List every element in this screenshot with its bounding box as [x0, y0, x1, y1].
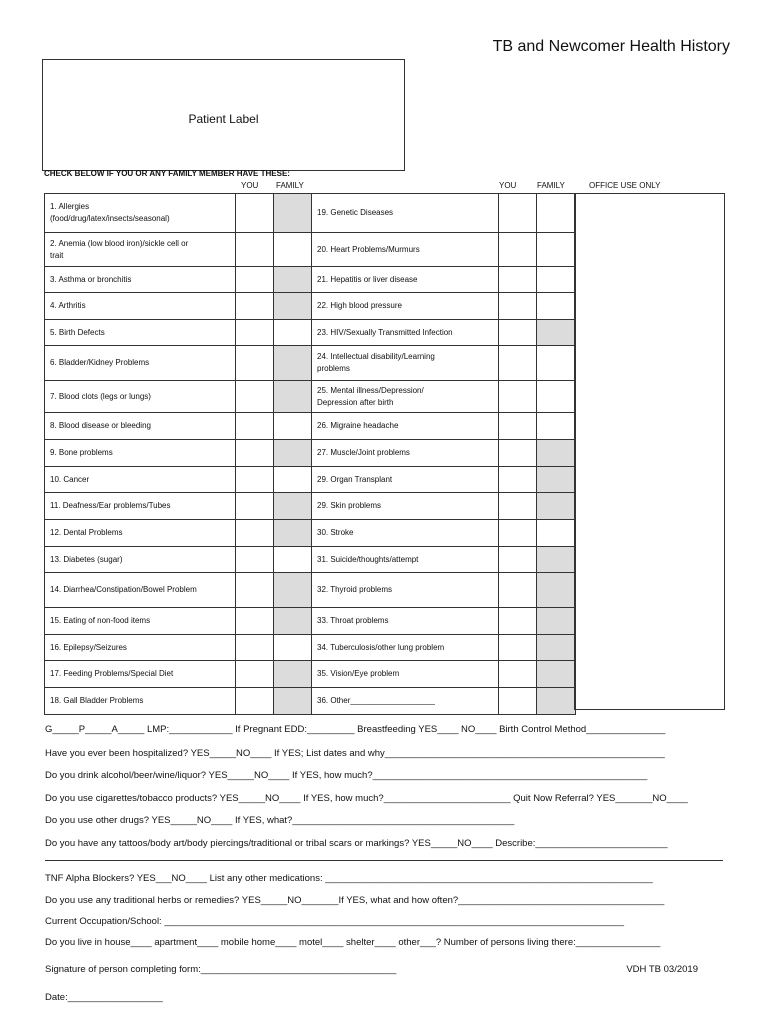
condition-label: 36. Other___________________ [312, 688, 499, 715]
you-checkbox[interactable] [236, 233, 274, 267]
condition-label: 5. Birth Defects [45, 320, 236, 346]
patient-label-box [42, 59, 405, 171]
condition-label: 2. Anemia (low blood iron)/sickle cell or trait [45, 233, 236, 267]
family-checkbox [274, 267, 312, 293]
tobacco-line[interactable]: Do you use cigarettes/tobacco products? YES_____NO____ If YES, how much?________________________ Quit Now Referral? YES_______NO____ [45, 793, 688, 804]
col-office-use: OFFICE USE ONLY [589, 181, 661, 190]
you-checkbox[interactable] [499, 413, 537, 440]
you-checkbox[interactable] [499, 635, 537, 661]
form-title: TB and Newcomer Health History [492, 38, 730, 55]
you-checkbox[interactable] [499, 194, 537, 233]
you-checkbox[interactable] [236, 440, 274, 467]
table-row [45, 194, 576, 233]
condition-label: 32. Thyroid problems [312, 573, 499, 608]
you-checkbox[interactable] [236, 467, 274, 493]
family-checkbox[interactable] [274, 547, 312, 573]
col-you-left: YOU [241, 181, 259, 190]
family-checkbox[interactable] [537, 293, 576, 320]
condition-label: 16. Epilepsy/Seizures [45, 635, 236, 661]
condition-label: 11. Deafness/Ear problems/Tubes [45, 493, 236, 520]
family-checkbox [537, 493, 576, 520]
family-checkbox [537, 635, 576, 661]
col-you-right: YOU [499, 181, 517, 190]
family-checkbox[interactable] [274, 467, 312, 493]
condition-label: 9. Bone problems [45, 440, 236, 467]
condition-label: 6. Bladder/Kidney Problems [45, 346, 236, 381]
you-checkbox[interactable] [236, 267, 274, 293]
condition-label: 4. Arthritis [45, 293, 236, 320]
family-checkbox [537, 440, 576, 467]
condition-label: 14. Diarrhea/Constipation/Bowel Problem [45, 573, 236, 608]
family-checkbox [537, 608, 576, 635]
table-row [45, 688, 576, 715]
condition-label: 17. Feeding Problems/Special Diet [45, 661, 236, 688]
you-checkbox[interactable] [236, 688, 274, 715]
you-checkbox[interactable] [236, 573, 274, 608]
family-checkbox[interactable] [537, 520, 576, 547]
alcohol-line[interactable]: Do you drink alcohol/beer/wine/liquor? YES_____NO____ If YES, how much?____________________________________________________ [45, 770, 648, 781]
table-row [45, 440, 576, 467]
table-row [45, 293, 576, 320]
pregnancy-line[interactable]: G_____P_____A_____ LMP:____________ If Pregnant EDD:_________ Breastfeeding YES____ NO____ Birth Control Method_______________ [45, 724, 666, 735]
table-row [45, 413, 576, 440]
table-row [45, 346, 576, 381]
condition-label: 20. Heart Problems/Murmurs [312, 233, 499, 267]
you-checkbox[interactable] [236, 320, 274, 346]
you-checkbox[interactable] [499, 233, 537, 267]
table-row [45, 233, 576, 267]
condition-label: 21. Hepatitis or liver disease [312, 267, 499, 293]
condition-label: 31. Suicide/thoughts/attempt [312, 547, 499, 573]
you-checkbox[interactable] [499, 547, 537, 573]
you-checkbox[interactable] [236, 635, 274, 661]
table-row [45, 635, 576, 661]
family-checkbox[interactable] [537, 233, 576, 267]
drugs-line[interactable]: Do you use other drugs? YES_____NO____ If YES, what?__________________________________________ [45, 815, 515, 826]
family-checkbox [537, 573, 576, 608]
col-family-right: FAMILY [537, 181, 565, 190]
condition-label: 25. Mental illness/Depression/ Depression after birth [312, 381, 499, 413]
family-checkbox[interactable] [274, 635, 312, 661]
form-code: VDH TB 03/2019 [626, 964, 698, 975]
you-checkbox[interactable] [236, 608, 274, 635]
family-checkbox [274, 381, 312, 413]
table-row [45, 493, 576, 520]
you-checkbox[interactable] [499, 688, 537, 715]
family-checkbox [274, 688, 312, 715]
you-checkbox[interactable] [499, 467, 537, 493]
you-checkbox[interactable] [499, 440, 537, 467]
condition-label: 7. Blood clots (legs or lungs) [45, 381, 236, 413]
tattoos-line[interactable]: Do you have any tattoos/body art/body piercings/traditional or tribal scars or markings? YES_____NO____ Describe:_________________________ [45, 838, 668, 849]
table-row [45, 381, 576, 413]
family-checkbox [537, 688, 576, 715]
you-checkbox[interactable] [499, 520, 537, 547]
condition-label: 26. Migraine headache [312, 413, 499, 440]
you-checkbox[interactable] [499, 381, 537, 413]
you-checkbox[interactable] [236, 194, 274, 233]
you-checkbox[interactable] [499, 608, 537, 635]
you-checkbox[interactable] [236, 493, 274, 520]
condition-label: 8. Blood disease or bleeding [45, 413, 236, 440]
housing-line[interactable]: Do you live in house____ apartment____ mobile home____ motel____ shelter____ other___? Number of persons living there:________________ [45, 937, 661, 948]
condition-label: 13. Diabetes (sugar) [45, 547, 236, 573]
family-checkbox [274, 573, 312, 608]
family-checkbox[interactable] [274, 413, 312, 440]
condition-label: 15. Eating of non-food items [45, 608, 236, 635]
family-checkbox [537, 547, 576, 573]
table-row [45, 320, 576, 346]
you-checkbox[interactable] [236, 293, 274, 320]
condition-label: 1. Allergies (food/drug/latex/insects/seasonal) [45, 194, 236, 233]
condition-label: 12. Dental Problems [45, 520, 236, 547]
you-checkbox[interactable] [236, 381, 274, 413]
date-line[interactable]: Date:__________________ [45, 992, 163, 1003]
family-checkbox [274, 440, 312, 467]
family-checkbox[interactable] [537, 413, 576, 440]
you-checkbox[interactable] [499, 661, 537, 688]
signature-line[interactable]: Signature of person completing form:_____________________________________ [45, 964, 397, 975]
condition-label: 19. Genetic Diseases [312, 194, 499, 233]
family-checkbox[interactable] [274, 320, 312, 346]
condition-label: 34. Tuberculosis/other lung problem [312, 635, 499, 661]
table-row [45, 547, 576, 573]
col-family-left: FAMILY [276, 181, 304, 190]
herbs-line[interactable]: Do you use any traditional herbs or remedies? YES_____NO_______If YES, what and how often?_______________________________________ [45, 895, 665, 906]
family-checkbox[interactable] [537, 346, 576, 381]
family-checkbox [274, 293, 312, 320]
patient-label-text: Patient Label [188, 112, 259, 126]
family-checkbox [537, 661, 576, 688]
you-checkbox[interactable] [499, 493, 537, 520]
family-checkbox[interactable] [537, 381, 576, 413]
family-checkbox[interactable] [537, 267, 576, 293]
hospitalized-line[interactable]: Have you ever been hospitalized? YES_____NO____ If YES; List dates and why_____________________________________________________ [45, 748, 665, 759]
condition-label: 27. Muscle/Joint problems [312, 440, 499, 467]
condition-label: 10. Cancer [45, 467, 236, 493]
condition-label: 3. Asthma or bronchitis [45, 267, 236, 293]
you-checkbox[interactable] [236, 520, 274, 547]
condition-label: 23. HIV/Sexually Transmitted Infection [312, 320, 499, 346]
family-checkbox [274, 520, 312, 547]
family-checkbox[interactable] [274, 233, 312, 267]
table-row [45, 520, 576, 547]
you-checkbox[interactable] [499, 293, 537, 320]
condition-label: 18. Gall Bladder Problems [45, 688, 236, 715]
you-checkbox[interactable] [236, 547, 274, 573]
table-row [45, 608, 576, 635]
family-checkbox [274, 194, 312, 233]
table-row [45, 267, 576, 293]
family-checkbox [537, 467, 576, 493]
family-checkbox [274, 608, 312, 635]
condition-label: 33. Throat problems [312, 608, 499, 635]
family-checkbox [274, 346, 312, 381]
condition-label: 29. Skin problems [312, 493, 499, 520]
you-checkbox[interactable] [499, 573, 537, 608]
occupation-line[interactable]: Current Occupation/School: _______________________________________________________________________________________ [45, 916, 624, 927]
family-checkbox [537, 320, 576, 346]
condition-label: 30. Stroke [312, 520, 499, 547]
family-checkbox [274, 661, 312, 688]
you-checkbox[interactable] [499, 267, 537, 293]
condition-label: 35. Vision/Eye problem [312, 661, 499, 688]
you-checkbox[interactable] [499, 346, 537, 381]
family-checkbox [274, 493, 312, 520]
you-checkbox[interactable] [499, 320, 537, 346]
you-checkbox[interactable] [236, 413, 274, 440]
table-row [45, 467, 576, 493]
condition-label: 24. Intellectual disability/Learning problems [312, 346, 499, 381]
office-use-box [574, 193, 725, 710]
condition-label: 29. Organ Transplant [312, 467, 499, 493]
family-checkbox[interactable] [537, 194, 576, 233]
condition-table [44, 193, 576, 715]
medications-line[interactable]: TNF Alpha Blockers? YES___NO____ List any other medications: ______________________________________________________________ [45, 873, 653, 884]
checklist-heading: CHECK BELOW IF YOU OR ANY FAMILY MEMBER HAVE THESE: [44, 169, 290, 178]
condition-label: 22. High blood pressure [312, 293, 499, 320]
table-row [45, 661, 576, 688]
you-checkbox[interactable] [236, 346, 274, 381]
describe-extra-line[interactable] [45, 860, 723, 861]
you-checkbox[interactable] [236, 661, 274, 688]
table-row [45, 573, 576, 608]
